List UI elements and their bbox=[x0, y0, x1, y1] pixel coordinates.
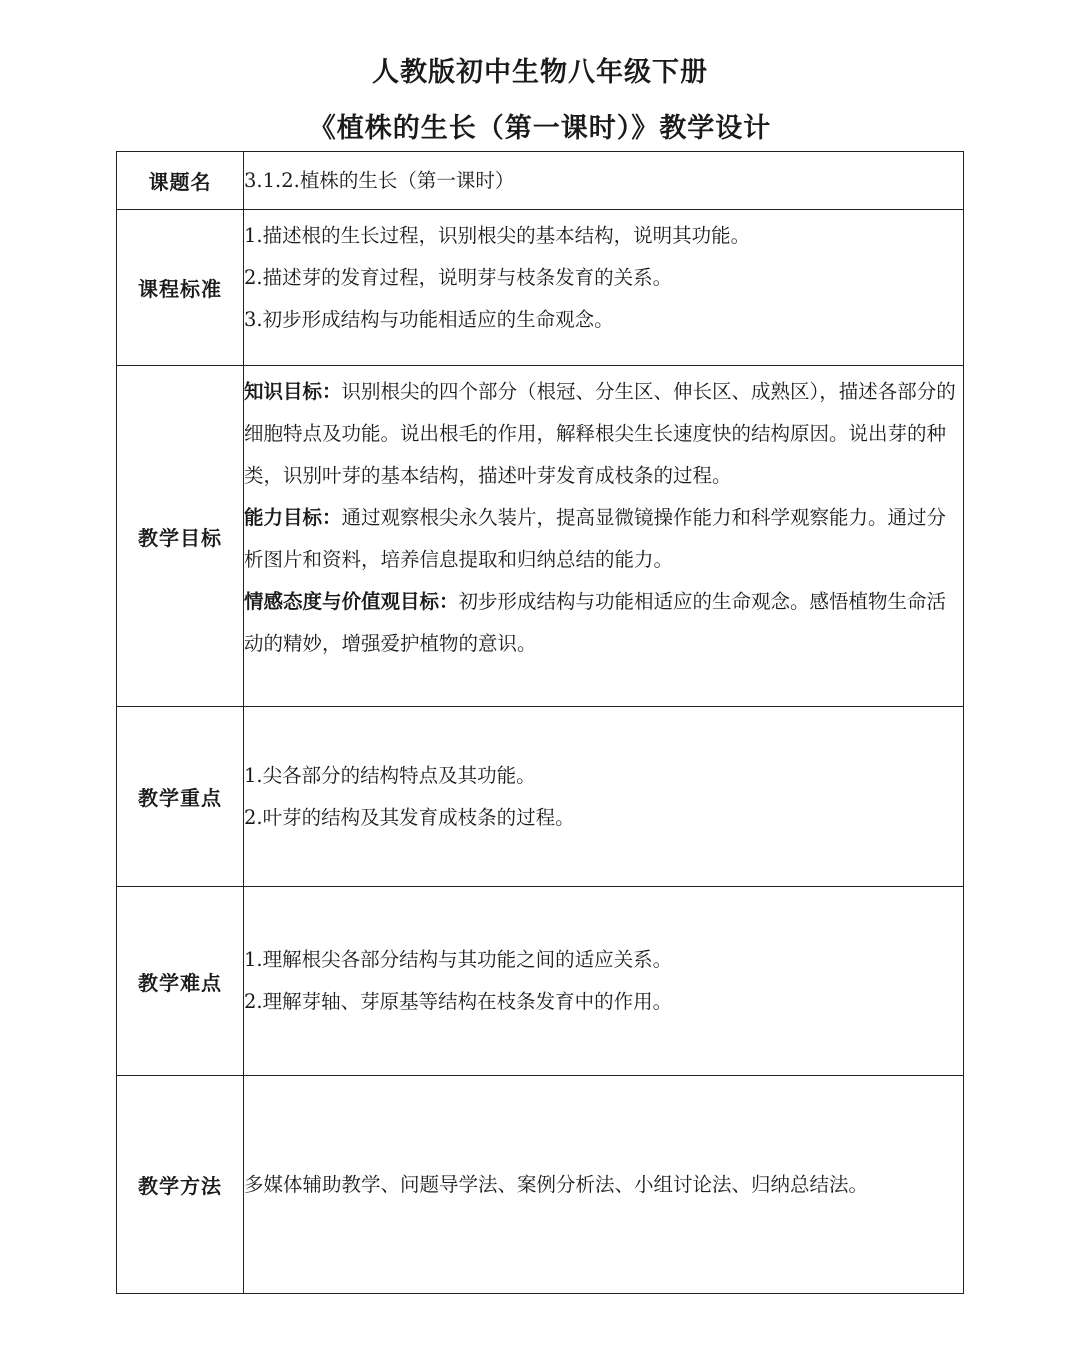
methods-content bbox=[244, 1076, 964, 1294]
emotion-objective bbox=[244, 581, 963, 665]
table-row-key-points bbox=[117, 707, 964, 887]
standards-label: 课程标准 bbox=[117, 210, 244, 366]
methods-text: 多媒体辅助教学、问题导学法、案例分析法、小组讨论法、归纳总结法。 bbox=[244, 1172, 869, 1196]
key-point-item: 2.叶芽的结构及其发育成枝条的过程。 bbox=[244, 805, 575, 829]
table-row-difficulties bbox=[117, 887, 964, 1076]
objectives-content bbox=[244, 366, 964, 707]
knowledge-objective-text: 识别根尖的四个部分（根冠、分生区、伸长区、成熟区），描述各部分的细胞特点及功能。说出根毛的作用，解释根尖生长速度快的结构原因。说出芽的种类，识别叶芽的基本结构，描述叶芽发育成枝条的过程。 bbox=[244, 380, 956, 487]
methods-label: 教学方法 bbox=[117, 1076, 244, 1294]
difficulties-label: 教学难点 bbox=[117, 887, 244, 1076]
objectives-label: 教学目标 bbox=[117, 366, 244, 707]
standards-item: 2.描述芽的发育过程，说明芽与枝条发育的关系。 bbox=[244, 266, 673, 289]
standards-item: 1.描述根的生长过程，识别根尖的基本结构，说明其功能。 bbox=[244, 224, 751, 247]
knowledge-objective-heading: 知识目标： bbox=[244, 380, 342, 403]
table-row-methods bbox=[117, 1076, 964, 1294]
table-row-topic bbox=[117, 152, 964, 210]
topic-text: 3.1.2.植株的生长（第一课时） bbox=[244, 168, 515, 192]
ability-objective-heading: 能力目标： bbox=[244, 506, 342, 529]
emotion-objective-heading: 情感态度与价值观目标： bbox=[244, 590, 459, 613]
standards-item: 3.初步形成结构与功能相适应的生命观念。 bbox=[244, 308, 614, 331]
emotion-objective-text: 初步形成结构与功能相适应的生命观念。感悟植物生命活动的精妙，增强爱护植物的意识。 bbox=[244, 590, 947, 655]
lesson-plan-table bbox=[116, 151, 964, 1294]
difficulty-item: 2.理解芽轴、芽原基等结构在枝条发育中的作用。 bbox=[244, 990, 673, 1013]
key-point-item: 1.尖各部分的结构特点及其功能。 bbox=[244, 763, 536, 787]
document-title-line1: 人教版初中生物八年级下册 bbox=[372, 57, 708, 88]
table-row-standards bbox=[117, 210, 964, 366]
table-row-objectives bbox=[117, 366, 964, 707]
key-points-content bbox=[244, 707, 964, 887]
ability-objective bbox=[244, 497, 963, 581]
topic-value bbox=[244, 152, 964, 210]
standards-content bbox=[244, 210, 964, 366]
topic-label: 课题名 bbox=[117, 152, 244, 210]
document-title-line2: 《植株的生长（第一课时）》教学设计 bbox=[308, 113, 772, 144]
key-points-label: 教学重点 bbox=[117, 707, 244, 887]
ability-objective-text: 通过观察根尖永久装片，提高显微镜操作能力和科学观察能力。通过分析图片和资料，培养信息提取和归纳总结的能力。 bbox=[244, 506, 947, 571]
difficulty-item: 1.理解根尖各部分结构与其功能之间的适应关系。 bbox=[244, 948, 673, 971]
difficulties-content bbox=[244, 887, 964, 1076]
knowledge-objective bbox=[244, 371, 963, 497]
